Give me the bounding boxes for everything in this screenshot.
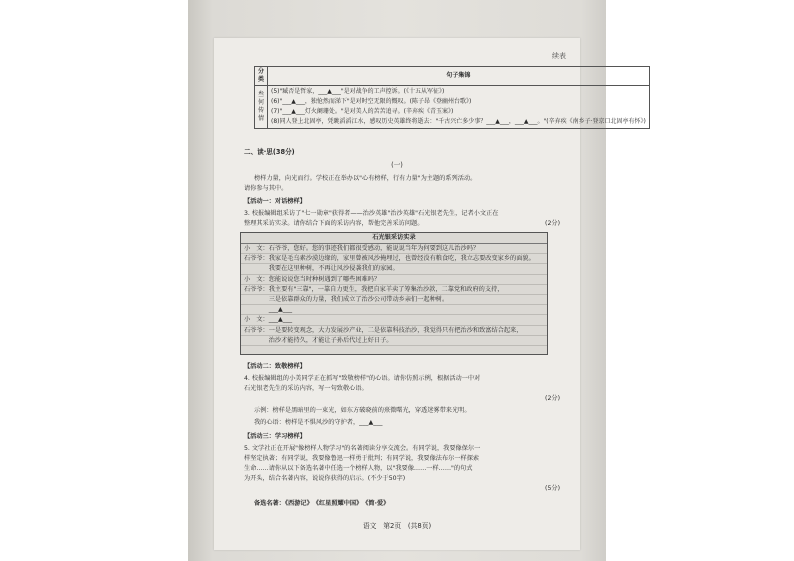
table-category-cell: 叁何传情	[255, 86, 268, 129]
question-5-line: 生命……请你从以下备选名著中任选一个榜样人物，以"我要像……一样……"的句式	[244, 465, 473, 472]
interview-line: 治沙才能持久，才能让子孙后代过上好日子。	[241, 336, 547, 346]
section-title: 二、读·思(38分)	[244, 148, 295, 156]
question-4-score: (2分)	[545, 395, 560, 402]
question-3-line: 整理其采访实录。请你结合下面的采访内容，帮他完善采访问题。	[244, 220, 424, 227]
exam-page	[214, 38, 646, 550]
interview-title: 石光银采访实录	[241, 233, 547, 244]
interview-line: 小 文：___▲___	[241, 315, 547, 325]
question-4-line: 4. 校报编辑组的小美同学正在抓写"致敬榜样"的心语。请你仿照示例，根据活动一中对	[244, 375, 481, 382]
question-3-score: (2分)	[545, 220, 560, 227]
interview-line: 石爷爷：我家是毛乌素沙漠边缘的，家里曾被风沙掩埋过，也曾经没有粮食吃，我立志要改变家乡的面貌。	[241, 254, 547, 264]
activity-3-title: 【活动三：学习榜样】	[244, 433, 306, 440]
page-footer: 语文 第2页 (共8页)	[362, 522, 432, 530]
question-3-line: 3. 校报编辑组采访了"七一勋章"获得者——治沙英雄"治沙英雄"石光银老先生，记者小文正在	[244, 210, 499, 217]
activity-2-title: 【活动二：致敬榜样】	[244, 363, 306, 370]
part-number: (一)	[391, 161, 403, 169]
question-5-line: 样坚定执著；有同学说，我要像鲁迅一样勇于批判；有同学说，我要像法布尔一样探索	[244, 455, 480, 462]
interview-line: 三是依靠群众的力量，我们成立了治沙公司带动乡亲们一起种树。	[241, 295, 547, 305]
answer-line: 我的心语：榜样是不惧风沙的守护者，___▲___	[254, 419, 383, 426]
question-4-line: 石光银老先生的采访内容，写一句致敬心语。	[244, 385, 368, 392]
table-header-sentences: 句子集锦	[268, 67, 650, 86]
interview-line: ___▲___	[241, 305, 547, 315]
intro-line: 榜样力量，向光而行。学校正在举办以"心有榜样，行有力量"为主题的系列活动。	[254, 175, 477, 182]
activity-1-title: 【活动一：对话榜样】	[244, 198, 306, 205]
interview-box	[240, 232, 548, 355]
candidate-books: 备选名著：《西游记》 《红星照耀中国》 《简·爱》	[254, 500, 390, 507]
quote-line: (5)"臧否是哲家，___▲___"是对战争的工声控诉。(《十五从军征》)	[271, 88, 445, 96]
interview-line: 小 文：石爷爷，您好。您的事迹我们都很受感动，能说说当年为何要到这儿治沙吗？	[241, 244, 547, 254]
interview-line: 小 文：您能说说您当时种树遇到了哪些困难吗？	[241, 275, 547, 285]
question-5-score: (5分)	[545, 485, 560, 492]
table-header-category: 分类	[255, 67, 268, 86]
quote-line: (7)"___▲___灯火阑珊处。"是对美人的苦苦追寻。(辛弃疾《青玉案》)	[271, 108, 454, 116]
table-header-row	[255, 67, 650, 86]
intro-line: 请你参与其中。	[244, 185, 288, 192]
interview-line: 我要在这里种树，不再让风沙侵袭我们的家园。	[241, 264, 547, 274]
question-5-line: 5. 文学社正在开展"像榜样人物学习"的名著阅读分享交流会。有同学说，我要像保尔一	[244, 445, 481, 452]
table-sentences-cell	[268, 86, 650, 129]
interview-line: 石爷爷：一是要转变观念，大力发展沙产业，二是依靠科技治沙，我觉得只有把治沙和致富结合起来，	[241, 326, 547, 336]
question-5-line: 为开头，结合名著内容，说说你获得的启示。(不少于50字)	[244, 475, 406, 482]
continued-label: 续表	[552, 52, 566, 60]
quote-table	[254, 66, 650, 129]
quote-line: (6)"___▲___，独怆然而涕下"是对时空无限的慨叹。(陈子昂《登幽州台歌》)	[271, 98, 472, 106]
example-line: 示例：榜样是黑暗里的一束光，如东方破晓前的熹微曙光，穿透迷雾带来光明。	[254, 407, 471, 414]
interview-line: 石爷爷：我主要有"三靠"，一靠自力更生，我把自家羊卖了筹集治沙款，二靠党和政府的支持，	[241, 285, 547, 295]
table-row	[255, 86, 650, 129]
quote-line: (8)同人登上北固亭，凭眺滔滔江水，感叹历史英雄终将逝去："千古兴亡多少事？___▲___，___▲___。"(辛弃疾《南乡子·登京口北固亭有怀》)	[271, 118, 646, 126]
